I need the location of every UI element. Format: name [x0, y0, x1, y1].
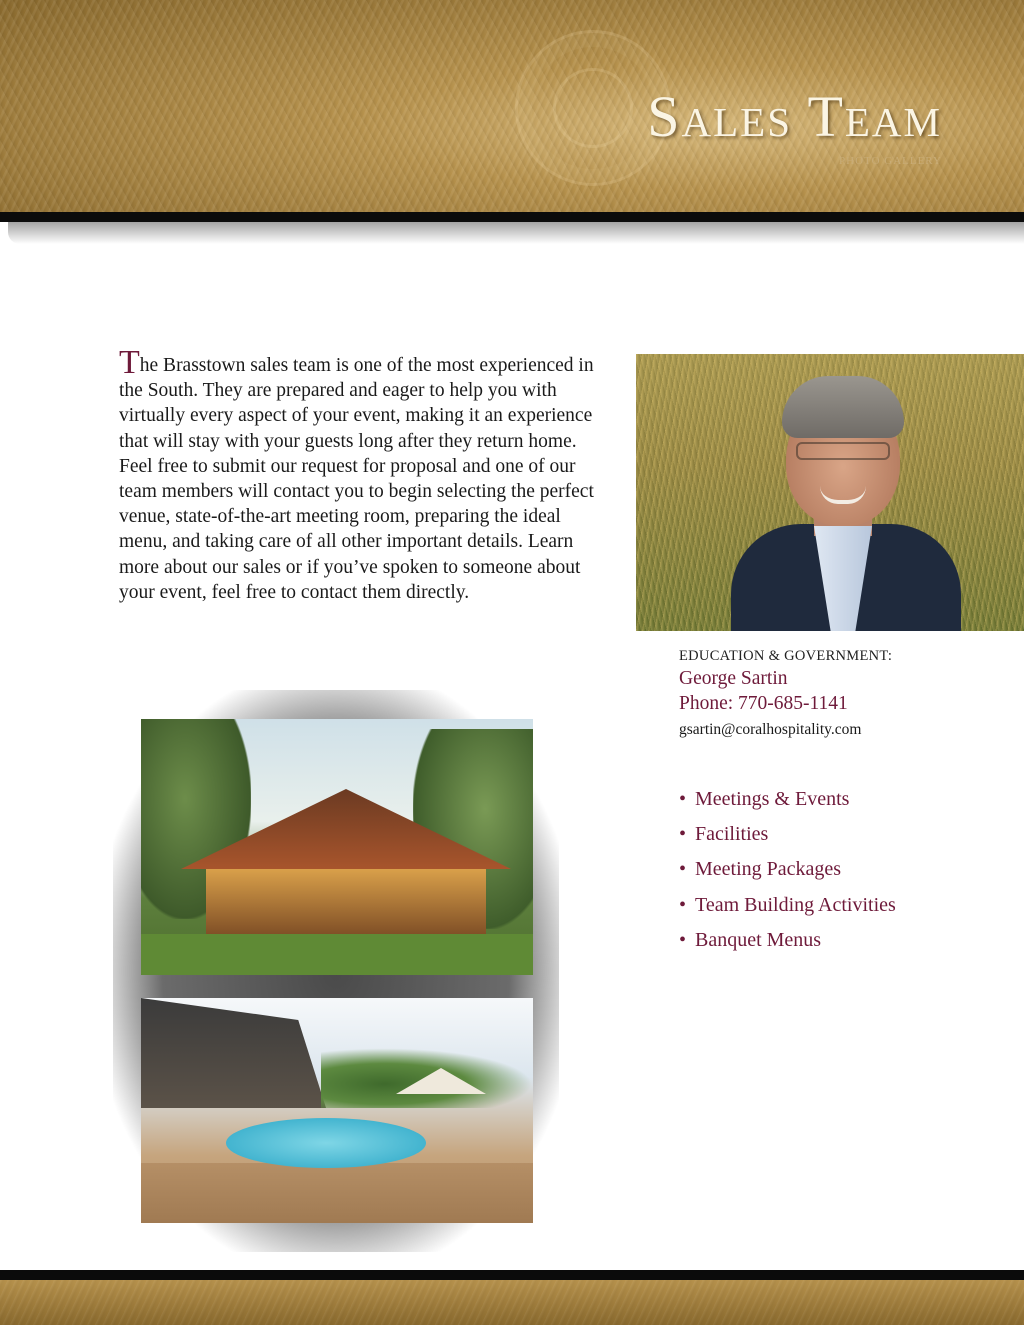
header-divider: [0, 212, 1024, 222]
link-label: Meeting Packages: [695, 858, 842, 881]
contact-name: George Sartin: [679, 668, 788, 689]
contact-phone: Phone: 770-685-1141: [679, 693, 848, 714]
pool-photo: [141, 998, 533, 1223]
pool-building: [141, 998, 326, 1108]
link-label: Banquet Menus: [695, 928, 822, 951]
page-subtitle: PHOTO GALLERY: [839, 155, 942, 167]
link-team-building[interactable]: [679, 894, 896, 929]
link-banquet-menus[interactable]: [679, 929, 896, 964]
pool-deck: [141, 1163, 533, 1223]
bullet-icon: •: [679, 893, 687, 916]
sales-rep-portrait: [636, 354, 1024, 631]
link-meeting-packages[interactable]: [679, 858, 896, 893]
bullet-icon: •: [679, 788, 687, 810]
pool-water: [226, 1118, 426, 1168]
intro-paragraph: [119, 344, 604, 605]
portrait-hair: [782, 376, 904, 438]
contact-email-link[interactable]: gsartin@coralhospitality.com: [679, 721, 862, 738]
portrait-glasses: [796, 442, 890, 460]
link-label: Facilities: [695, 823, 769, 846]
turtle-emblem-inner: [553, 68, 633, 148]
bullet-icon: •: [679, 858, 687, 881]
bullet-icon: •: [679, 823, 687, 846]
link-label: Team Building Activities: [695, 893, 896, 916]
link-label: Meetings & Events: [695, 788, 850, 810]
header-banner: [0, 0, 1024, 212]
header-shadow: [8, 222, 1024, 244]
pavilion-hall: [206, 869, 486, 939]
link-facilities[interactable]: [679, 823, 896, 858]
page-title: Sales Team: [647, 84, 942, 149]
pavilion-photo: [141, 719, 533, 975]
bullet-icon: •: [679, 928, 687, 951]
related-links-list: [679, 788, 896, 964]
footer-divider: [0, 1270, 1024, 1280]
pavilion-lawn: [141, 934, 533, 975]
intro-dropcap: T: [119, 344, 140, 381]
contact-department: EDUCATION & GOVERNMENT:: [679, 648, 893, 664]
footer-banner: [0, 1280, 1024, 1325]
intro-text: he Brasstown sales team is one of the most experienced in the South. They are prepared and eager to help you with virtually every aspect of your event, making it an experience that will stay with your guests long after they return home. Feel free to submit our request for proposal and one of our team members will contact you to begin selecting the perfect venue, state-of-the-art meeting room, preparing the ideal menu, and taking care of all other important details. Learn more about our sales or if you’ve spoken to someone about your event, feel free to contact them directly.: [119, 355, 594, 603]
link-meetings-events[interactable]: [679, 788, 896, 823]
